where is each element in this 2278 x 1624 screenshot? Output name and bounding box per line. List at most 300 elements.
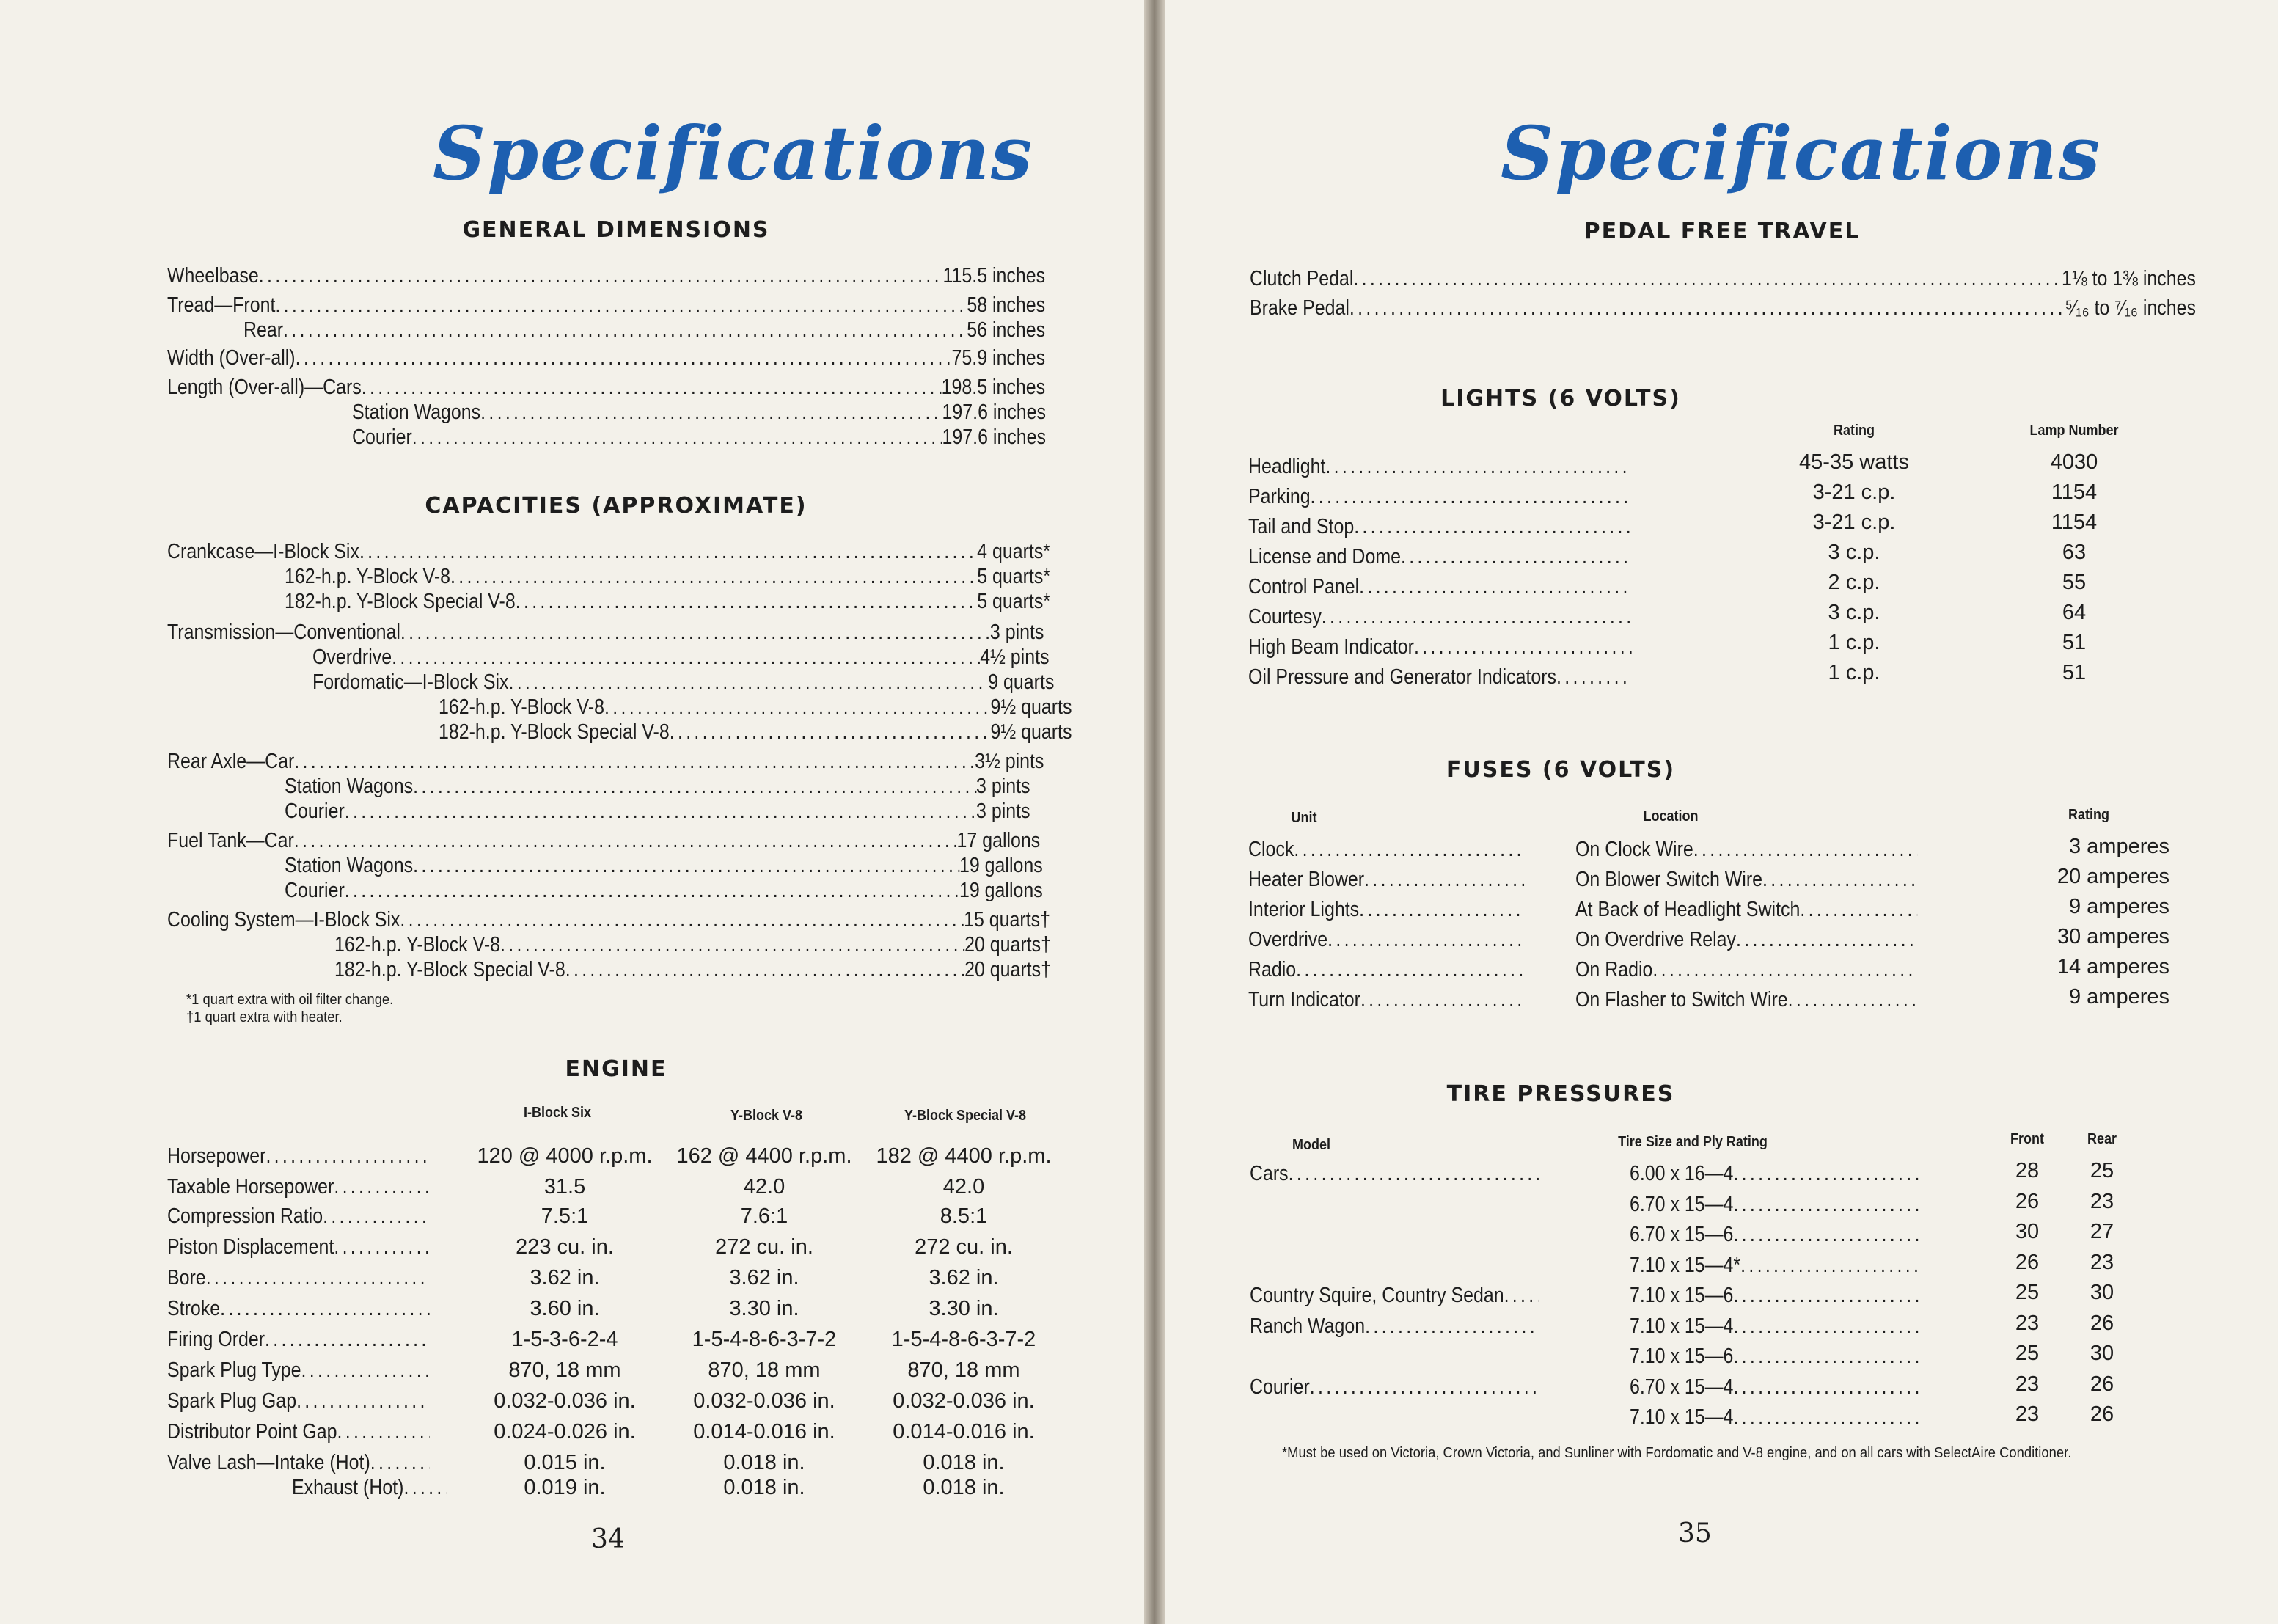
lights-row [1248,515,1632,539]
engine-value: 182 @ 4400 r.p.m. [876,1144,1052,1168]
fuse-location-label: On Flasher to Switch Wire [1575,988,1788,1012]
spec-row [285,590,1050,614]
lights-column-lamp: Lamp Number [2029,423,2119,439]
spec-row [167,376,1045,400]
tire-front: 23 [2015,1402,2040,1426]
engine-row [167,1266,430,1290]
dot-leader [1359,575,1632,599]
right-page [1165,0,2278,1624]
lights-row [1248,455,1632,479]
tire-front: 25 [2015,1281,2040,1304]
spec-value: 3½ pints [975,750,1044,773]
dot-leader [1365,1314,1539,1339]
lights-rating: 1 c.p. [1828,661,1880,684]
spec-label: Cooling System—I-Block Six [167,908,400,932]
engine-value: 8.5:1 [940,1204,988,1228]
lights-column-rating: Rating [1834,423,1875,439]
engine-value: 120 @ 4000 r.p.m. [477,1144,653,1168]
fuse-row-label: Interior Lights [1248,898,1360,921]
dot-leader [1788,988,1917,1012]
footnote: *1 quart extra with oil filter change. [186,992,394,1008]
tire-row-label: Country Squire, Country Sedan [1250,1284,1504,1307]
spec-label: Rear Axle—Car [167,750,295,773]
dot-leader [1733,1314,1919,1339]
fuse-row-label: Radio [1248,958,1297,981]
spec-row [285,854,1043,878]
spec-value: 17 gallons [956,829,1041,852]
tire-front: 30 [2015,1220,2040,1243]
dot-leader [1733,1193,1919,1217]
lights-row [1248,575,1632,599]
dot-leader [1652,958,1917,982]
engine-value: 0.019 in. [524,1476,606,1499]
fuse-location-label: On Overdrive Relay [1575,928,1737,951]
spec-row [312,645,1049,670]
spec-value: 3 pints [976,800,1030,823]
spec-value: 75.9 inches [951,346,1046,370]
fuse-rating: 3 amperes [2068,835,2169,858]
lights-row-label: Oil Pressure and Generator Indicators [1248,665,1557,689]
fuse-location [1575,838,1917,862]
dot-leader [334,1235,429,1259]
engine-row [292,1476,447,1500]
spec-value: 1⅛ to 1⅜ inches [2061,267,2196,290]
engine-value: 1-5-3-6-2-4 [511,1328,618,1351]
spec-row [167,293,1045,318]
lights-lamp: 51 [2062,631,2087,654]
dot-leader [206,1266,430,1290]
tire-row [1250,1284,1539,1308]
engine-value: 1-5-4-8-6-3-7-2 [891,1328,1036,1351]
lights-row [1248,665,1632,690]
tire-size-label: 6.70 x 15—6 [1630,1223,1734,1246]
lights-lamp: 4030 [2050,450,2098,474]
lights-lamp: 51 [2062,661,2087,684]
spec-label: Brake Pedal [1250,296,1349,320]
engine-column-header: Y-Block Special V-8 [904,1108,1027,1124]
spec-label: Crankcase—I-Block Six [167,540,359,563]
fuses-heading: FUSES (6 VOLTS) [1446,757,1676,783]
dot-leader [220,1297,430,1321]
spec-row [352,400,1046,425]
tire-size [1630,1223,1920,1247]
dot-leader [403,1476,447,1500]
fuses-column-location: Location [1643,808,1699,824]
tire-rear: 26 [2090,1372,2114,1396]
engine-row [167,1144,430,1168]
spec-label: Station Wagons [352,400,481,424]
spec-row [167,346,1045,370]
dot-leader [1327,928,1525,952]
engine-value: 42.0 [942,1175,985,1199]
spec-label: Wheelbase [167,264,259,288]
spec-label: 182-h.p. Y-Block Special V-8 [285,590,516,613]
tire-front: 28 [2015,1159,2040,1182]
lights-row-label: High Beam Indicator [1248,635,1414,659]
engine-row [167,1297,430,1321]
dot-leader [296,1389,430,1413]
spec-label: Transmission—Conventional [167,621,400,644]
dot-leader [1294,838,1524,862]
lights-row [1248,605,1632,629]
spec-row [285,800,1030,824]
tires-column-front: Front [2010,1131,2044,1147]
spec-value: 197.6 inches [942,425,1046,449]
spec-value: 3 pints [989,621,1044,644]
spec-label: Station Wagons [285,775,414,798]
tire-size [1630,1162,1920,1186]
page-title: Specifications [1501,110,2102,197]
spec-value: 19 gallons [959,879,1043,902]
spec-label: Clutch Pedal [1250,267,1354,290]
fuse-row-label: Overdrive [1248,928,1328,951]
general-dimensions-heading: GENERAL DIMENSIONS [462,217,770,243]
engine-value: 870, 18 mm [907,1358,1020,1382]
lights-rating: 3-21 c.p. [1812,511,1896,534]
lights-row [1248,485,1632,509]
lights-lamp: 64 [2062,601,2087,624]
spec-value: 9½ quarts [990,695,1072,719]
lights-rating: 3 c.p. [1828,601,1880,624]
fuse-rating: 9 amperes [2068,985,2169,1009]
tires-column-size: Tire Size and Ply Rating [1618,1134,1768,1150]
spec-label: Courier [285,879,345,902]
lights-row-label: License and Dome [1248,545,1401,568]
fuse-row [1248,988,1525,1012]
tire-front: 26 [2015,1189,2040,1213]
dot-leader [1733,1375,1919,1400]
engine-row [167,1328,430,1352]
dot-leader [1693,838,1917,862]
engine-value: 3.60 in. [530,1297,600,1320]
fuses-column-rating: Rating [2068,807,2109,823]
engine-row-label: Distributor Point Gap [167,1420,337,1444]
dot-leader [1325,455,1632,479]
fuse-row [1248,868,1525,892]
fuse-row-label: Turn Indicator [1248,988,1360,1012]
spec-row [285,775,1030,799]
lights-lamp: 63 [2062,541,2087,564]
dot-leader [1364,868,1525,892]
spec-row [312,670,1054,695]
engine-value: 0.032-0.036 in. [893,1389,1035,1413]
spec-row [334,958,1051,982]
fuse-location-label: On Blower Switch Wire [1575,868,1763,891]
fuse-location [1575,898,1917,922]
tire-front: 25 [2015,1342,2040,1365]
lights-row-label: Headlight [1248,455,1326,478]
spec-value: 58 inches [967,293,1046,317]
engine-row-label: Exhaust (Hot) [292,1476,404,1499]
fuse-rating: 14 amperes [2057,955,2169,979]
spec-value: 5 quarts* [977,565,1051,588]
spec-label: Overdrive [312,645,392,669]
engine-column-header: I-Block Six [523,1105,592,1121]
dot-leader [334,1175,429,1199]
spec-value: 56 inches [967,318,1046,342]
lights-lamp: 1154 [2051,511,2098,534]
lights-rating: 2 c.p. [1828,571,1880,594]
dot-leader [1800,898,1917,922]
engine-row [167,1451,430,1475]
tire-rear: 30 [2090,1281,2114,1304]
dot-leader [1733,1162,1919,1186]
engine-value: 3.62 in. [729,1266,799,1290]
dot-leader [1733,1284,1919,1308]
engine-value: 870, 18 mm [708,1358,821,1382]
tire-row [1250,1375,1539,1400]
engine-value: 42.0 [743,1175,785,1199]
dot-leader [1733,1405,1919,1430]
tire-row-label: Cars [1250,1162,1289,1185]
engine-value: 3.62 in. [929,1266,999,1290]
spec-label: Station Wagons [285,854,414,877]
tire-size [1630,1314,1920,1339]
spec-row [439,720,1072,745]
engine-heading: ENGINE [565,1056,667,1082]
engine-value: 0.014-0.016 in. [893,1420,1035,1444]
spec-value: 4 quarts* [977,540,1050,563]
lights-lamp: 55 [2062,571,2087,594]
engine-value: 162 @ 4400 r.p.m. [676,1144,852,1168]
engine-column-header: Y-Block V-8 [730,1108,803,1124]
spec-value: 20 quarts† [964,958,1051,981]
dot-leader [1289,1162,1539,1186]
tire-rear: 30 [2090,1342,2114,1365]
spec-label: Rear [243,318,284,342]
dot-leader [1414,635,1632,659]
tire-size [1630,1254,1920,1278]
engine-row-label: Taxable Horsepower [167,1175,334,1199]
tire-rear: 26 [2090,1402,2114,1426]
fuse-location-label: On Radio [1575,958,1653,981]
dot-leader [301,1358,430,1383]
spec-label: 162-h.p. Y-Block V-8 [334,933,501,957]
fuses-column-unit: Unit [1291,810,1317,826]
engine-row-label: Firing Order [167,1328,265,1351]
spec-row [1250,267,2196,291]
tire-size-label: 7.10 x 15—4 [1630,1314,1734,1338]
engine-row [167,1389,430,1413]
footnote: †1 quart extra with heater. [186,1009,343,1025]
page-title: Specifications [433,110,1034,197]
fuse-location [1575,958,1917,982]
lights-row-label: Courtesy [1248,605,1322,629]
tire-size-label: 6.70 x 15—4 [1630,1375,1734,1399]
dot-leader [337,1420,429,1444]
dot-leader [1322,605,1632,629]
tire-row [1250,1162,1539,1186]
engine-value: 0.018 in. [923,1451,1005,1474]
fuse-rating: 20 amperes [2057,865,2169,888]
dot-leader [370,1451,430,1475]
spec-row [285,879,1043,903]
lights-rating: 3-21 c.p. [1812,480,1896,504]
lights-row-label: Parking [1248,485,1311,508]
engine-row [167,1175,430,1199]
fuse-row [1248,928,1525,952]
dot-leader [1733,1223,1919,1247]
tire-size-label: 6.00 x 16—4 [1630,1162,1734,1185]
tire-row-label: Courier [1250,1375,1310,1399]
spec-value: 15 quarts† [964,908,1050,932]
engine-row-label: Piston Displacement [167,1235,334,1259]
spec-row [167,621,1044,645]
lights-rating: 3 c.p. [1828,541,1880,564]
dot-leader [1504,1284,1539,1308]
spec-value: ⁵⁄₁₆ to ⁷⁄₁₆ inches [2065,296,2196,320]
engine-row-label: Stroke [167,1297,221,1320]
engine-row-label: Horsepower [167,1144,266,1168]
dot-leader [1354,515,1632,539]
spec-label: Courier [352,425,412,449]
book-spine [1144,0,1165,1624]
engine-value: 223 cu. in. [516,1235,614,1259]
tire-rear: 23 [2090,1189,2114,1213]
tire-rear: 25 [2090,1159,2114,1182]
spec-value: 198.5 inches [941,376,1046,399]
dot-leader [1359,898,1525,922]
engine-value: 272 cu. in. [715,1235,813,1259]
fuse-row [1248,958,1525,982]
engine-value: 272 cu. in. [915,1235,1013,1259]
fuse-row [1248,838,1525,862]
engine-value: 3.30 in. [729,1297,799,1320]
tire-front: 23 [2015,1372,2040,1396]
tires-column-rear: Rear [2087,1131,2117,1147]
engine-row [167,1235,430,1259]
engine-row-label: Spark Plug Gap [167,1389,297,1413]
spec-row [167,750,1044,774]
spec-value: 197.6 inches [942,400,1046,424]
tire-size-label: 6.70 x 15—4 [1630,1192,1734,1216]
spec-value: 9½ quarts [990,720,1072,744]
lights-heading: LIGHTS (6 VOLTS) [1440,386,1681,412]
spec-row [334,933,1051,957]
engine-value: 0.024-0.026 in. [494,1420,636,1444]
engine-row-label: Spark Plug Type [167,1358,301,1382]
spec-value: 19 gallons [959,854,1043,877]
dot-leader [1736,928,1917,952]
dot-leader [1296,958,1525,982]
capacities-heading: CAPACITIES (APPROXIMATE) [425,493,807,519]
tire-rear: 23 [2090,1250,2114,1274]
dot-leader [1740,1254,1919,1278]
spec-value: 3 pints [976,775,1030,798]
spec-row [285,565,1050,589]
spec-row [167,540,1050,564]
fuse-location [1575,868,1917,892]
tire-size-label: 7.10 x 15—6 [1630,1345,1734,1368]
lights-lamp: 1154 [2051,480,2098,504]
tire-row-label: Ranch Wagon [1250,1314,1366,1338]
fuse-location [1575,988,1917,1012]
page-number: 35 [1678,1518,1712,1548]
tire-size-label: 7.10 x 15—4 [1630,1405,1734,1429]
dot-leader [265,1328,430,1352]
spec-label: 162-h.p. Y-Block V-8 [285,565,451,588]
engine-value: 0.014-0.016 in. [693,1420,835,1444]
tire-front: 26 [2015,1250,2040,1274]
spec-value: 20 quarts† [964,933,1051,957]
engine-row [167,1358,430,1383]
spec-label: Courier [285,800,345,823]
spec-label: Tread—Front [167,293,276,317]
tire-rear: 27 [2090,1220,2114,1243]
engine-value: 7.6:1 [740,1204,788,1228]
spec-label: Width (Over-all) [167,346,296,370]
engine-row [167,1420,430,1444]
engine-value: 870, 18 mm [508,1358,621,1382]
lights-row-label: Tail and Stop [1248,515,1355,538]
fuse-row-label: Heater Blower [1248,868,1365,891]
spec-value: 115.5 inches [942,264,1046,288]
spec-label: 162-h.p. Y-Block V-8 [439,695,605,719]
spec-value: 9 quarts [988,670,1055,694]
dot-leader [1360,988,1525,1012]
spec-row [352,425,1046,450]
fuse-row [1248,898,1525,922]
spec-row [167,908,1050,932]
tires-column-model: Model [1292,1137,1331,1153]
lights-row [1248,635,1632,659]
dot-leader [1310,1375,1539,1400]
spec-label: Fuel Tank—Car [167,829,294,852]
engine-value: 1-5-4-8-6-3-7-2 [692,1328,837,1351]
engine-row [167,1204,430,1229]
spec-row [439,695,1072,720]
tire-pressures-heading: TIRE PRESSURES [1446,1081,1675,1107]
lights-rating: 45-35 watts [1799,450,1909,474]
tire-size [1630,1375,1920,1400]
fuse-location-label: On Clock Wire [1575,838,1693,861]
dot-leader [1556,665,1632,690]
dot-leader [1762,868,1917,892]
spec-label: 182-h.p. Y-Block Special V-8 [334,958,565,981]
fuse-rating: 30 amperes [2057,925,2169,948]
fuse-location [1575,928,1917,952]
dot-leader [265,1144,429,1168]
engine-value: 0.018 in. [723,1451,805,1474]
spec-value: 5 quarts* [977,590,1051,613]
tire-size [1630,1193,1920,1217]
engine-value: 0.018 in. [923,1476,1005,1499]
spec-row [1250,296,2196,321]
tire-footnote: *Must be used on Victoria, Crown Victoria, and Sunliner with Fordomatic and V-8 engine, and on all cars with SelectAire Conditioner. [1282,1445,2072,1461]
tire-front: 23 [2015,1311,2040,1335]
tire-row [1250,1314,1539,1339]
engine-row-label: Compression Ratio [167,1204,323,1228]
tire-size-label: 7.10 x 15—4* [1630,1253,1741,1277]
tire-size [1630,1284,1920,1308]
engine-value: 0.032-0.036 in. [693,1389,835,1413]
lights-row [1248,545,1632,569]
engine-value: 0.015 in. [524,1451,606,1474]
fuse-rating: 9 amperes [2068,895,2169,918]
lights-rating: 1 c.p. [1828,631,1880,654]
tire-size-label: 7.10 x 15—6 [1630,1284,1734,1307]
page-number: 34 [591,1524,625,1554]
pedal-heading: PEDAL FREE TRAVEL [1583,219,1861,244]
engine-value: 0.018 in. [723,1476,805,1499]
engine-row-label: Bore [167,1266,206,1290]
spec-label: 182-h.p. Y-Block Special V-8 [439,720,670,744]
tire-rear: 26 [2090,1311,2114,1335]
spec-row [167,829,1040,853]
fuse-location-label: At Back of Headlight Switch [1575,898,1801,921]
dot-leader [1733,1345,1919,1369]
spec-label: Fordomatic—I-Block Six [312,670,509,694]
